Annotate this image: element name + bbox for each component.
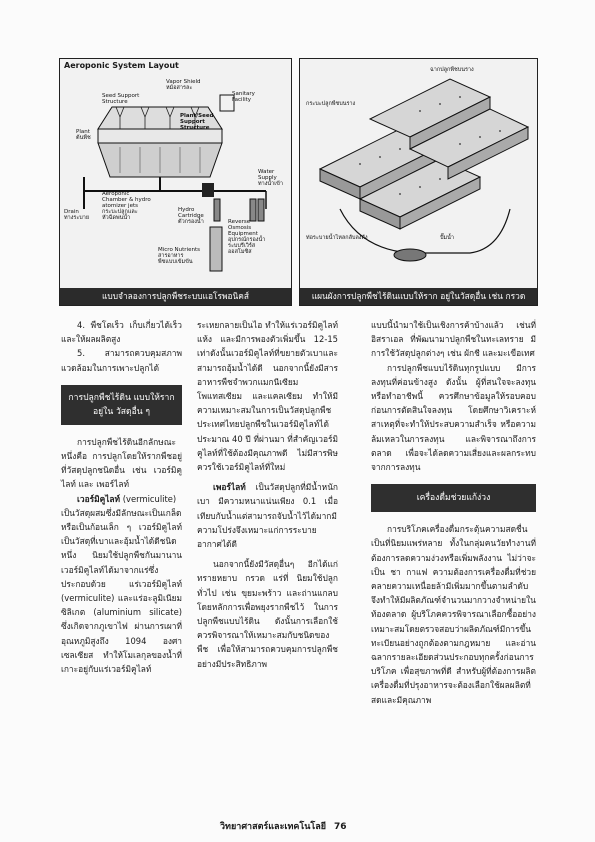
paragraph: การปลูกพืชไร้ดินอีกลักษณะหนึ่งคือ การปลูกโดยให้รากพืชอยู่ที่วัสดุปลูกชนิดอื่น เช่น เวอร์มิคูไลท์ และ เพอร์ไลท์ (61, 436, 182, 490)
paragraph: นอกจากนี้ยังมีวัสดุอื่นๆ อีกได้แก่ ทรายหยาบ กรวด แร่ที่ นิยมใช้ปลูกทั่วไป เช่น ขุยมะพร้าว และถ่านแกลบ โดยหลักการเพื่อพยุงรากพืชไว้ ในการปลูกพืชแบบไร้ดิน ดังนั้นการเลือกใช้ควรพิจารณาให้เหมาะสมกับชนิดของพืช เพื่อให้สามารถควบคุมการปลูกพืชอย่างมีประสิทธิภาพ (197, 559, 338, 669)
column-3 (371, 318, 536, 707)
label-water-supply: Water Supply ทางน้ำเข้า (258, 169, 283, 187)
paragraph: แบบนี้นำมาใช้เป็นเชิงการค้าบ้างแล้ว เช่นที่อิสราเอล ที่พัฒนามาปลูกพืชในทะเลทราย มีการใช้วัสดุปลูกต่างๆ เช่น ผักชี และมะเขือเทศ (371, 320, 536, 359)
column-1 (61, 318, 182, 676)
label-seed-support: Seed Support Structure (102, 93, 140, 105)
section-heading: เครื่องดื่มช่วยแก้ง่วง (371, 484, 536, 512)
paragraph-vermiculite (61, 492, 182, 506)
label-micro-nutrients: Micro Nutrients สารอาหาร พืชแบบเข้มข้น (158, 247, 200, 265)
column-2 (197, 318, 338, 671)
page-footer (220, 819, 347, 833)
figure-caption-left: แบบจำลองการปลูกพืชระบบแอโรพอนิคส์ (60, 288, 291, 305)
paragraph: 5. สามารถควบคุมสภาพแวดล้อมในการเพาะปลูกได้ (61, 348, 182, 373)
paragraph: เป็นวัสดุผสมซึ่งมีลักษณะเป็นเกล็ดหรือเป็นก้อนเล็ก ๆ เวอร์มิคูไลท์เป็นวัสดุที่เบาและอุ้มน้ำได้ดีชนิดหนึ่ง นิยมใช้ปลูกพืชกันมานาน เวอร์มิคูไลท์ได้มาจากแร่ซึ่งประกอบด้วย แร่เวอร์มิคูไลท์ (vermiculite) และแร่อะลูมิเนียมซิลิเกต (aluminium silicate) ซึ่งเกิดจากภูเขาไฟ ผ่านการเผาที่อุณหภูมิสูงถึง 1094 องศาเซลเซียส ทำให้โมเลกุลของน้ำที่เกาะอยู่กับแร่เวอร์มิคูไลท์ (61, 507, 182, 675)
gravel-system-figure (299, 58, 538, 306)
label-chamber: Aeroponic Chamber & hydro atomizer jets กระบะปลูกและ หัวฉีดพ่นน้ำ (102, 191, 151, 221)
figure-caption-right: แผนผังการปลูกพืชไร้ดินแบบให้ราก อยู่ในวัสดุอื่น เช่น กรวด (300, 288, 537, 305)
label-plant-seed-support: Plant/Seed Support Structure (180, 113, 214, 131)
term-perlite: เพอร์ไลท์ (213, 482, 246, 493)
label-plant: Plant ต้นพืช (76, 129, 91, 141)
paragraph: การบริโภคเครื่องดื่มกระตุ้นความสดชื่นเป็นที่นิยมแพร่หลาย ทั้งในกลุ่มคนวัยทำงานที่ต้องการลดความง่วงหรือเพิ่มพลังงาน ไม่ว่าจะเป็น ชา กาแฟ ความต้องการเครื่องดื่มที่ช่วยคลายความเหนื่อยล้ามีเพิ่มมากขึ้นตามลำดับ จึงทำให้มีผลิตภัณฑ์จำนวนมากวางจำหน่ายในท้องตลาด ผู้บริโภคควรพิจารณาเลือกซื้ออย่างเหมาะสมโดยตรวจสอบว่าผลิตภัณฑ์มีการขึ้นทะเบียนอย่างถูกต้องตามกฎหมาย และอ่านฉลากรายละเอียดส่วนประกอบทุกครั้งก่อนการบริโภค เพื่อสุขภาพที่ดี สำหรับผู้ที่ต้องการผลิตเครื่องดื่มที่ปรุงอาหารจะต้องเลือกใช้ผลผลิตที่สดและมีคุณภาพ (371, 524, 536, 705)
term-vermiculite: เวอร์มิคูไลท์ (77, 493, 121, 504)
label-trough: กระบะปลูกพืชบนราง (306, 101, 356, 107)
label-drain: Drain ทางระบาย (64, 209, 90, 221)
paragraph: ระเหยกลายเป็นไอ ทำให้แร่เวอร์มิคูไลท์แห้ง และมีการพองตัวเพิ่มขึ้น 12-15 เท่าดังนั้นเวอร์มิคูไลท์ที่ขยายตัวเบาและสามารถอุ้มน้ำได้ดี นอกจากนี้ยังมีสารอาหารพืชจำพวกแมกนีเซียม โพแทสเซียม และแคลเซียม ทำให้มีความเหมาะสมในการเป็นวัสดุปลูกพืช ประเทศไทยปลูกพืชในเวอร์มิคูไลท์ได้ประมาณ 40 ปี ที่ผ่านมา ที่สำคัญเวอร์มิคูไลท์ที่ใช้ต้องมีคุณภาพดี ไม่มีสารพิษ ควรใช้เวอร์มิคูไลท์ที่ใหม่ (197, 320, 338, 473)
figure-title: Aeroponic System Layout (64, 61, 179, 70)
term-vermiculite-en: (vermiculite) (122, 493, 177, 504)
paragraph: 4. พืชโตเร็ว เก็บเกี่ยวได้เร็ว และให้ผลผลิตสูง (61, 320, 182, 345)
paragraph: การปลูกพืชแบบไร้ดินทุกรูปแบบ มีการลงทุนที่ค่อนข้างสูง ดังนั้น ผู้ที่สนใจจะลงทุนหรือทำอาชีพนี้ ควรศึกษาข้อมูลให้รอบคอบก่อนการตัดสินใจลงทุน โดยศึกษาวิเคราะห์สาเหตุที่จะทำให้ประสบความสำเร็จ หรือความล้มเหลวในการลงทุน และพิจารณาถึงการตลาด เพื่อจะได้ลดความเสี่ยงและผลกระทบจากการลงทุน (371, 362, 536, 473)
label-return-pipe: ท่อระบายน้ำไหลกลับลงถัง (306, 235, 368, 241)
label-sanitary: Sanitary Facility (232, 91, 255, 103)
label-top-rail: ฉากปลูกพืชบนราง (430, 67, 474, 73)
page-number: 76 (334, 822, 347, 832)
aeroponic-figure (59, 58, 292, 306)
trough-diagram (300, 59, 537, 287)
section-heading: การปลูกพืชไร้ดิน แบบให้รากอยู่ใน วัสดุอื่น ๆ (61, 385, 182, 425)
label-hydro-cartridge: Hydro Cartridge ตัวกรองน้ำ (178, 207, 204, 225)
label-reverse-osmosis: Reverse Osmosis Equipment อุปกรณ์กรองน้ำ ระบบรีเวิร์ส ออสโมซิส (228, 219, 266, 255)
label-pump: ปั๊มน้ำ (440, 235, 454, 241)
paragraph-perlite (197, 480, 338, 551)
perlite-text: เป็นวัสดุปลูกที่มีน้ำหนักเบา มีความหนาแน่นเพียง 0.1 เมื่อเทียบกับน้ำแต่สามารถจับน้ำไว้ได้มากมีความโปร่งจึงเหมาะแก่การระบายอากาศได้ดี (197, 482, 338, 550)
label-vapor-shield: Vapor Shield หม้อสารละ (166, 79, 201, 91)
journal-name: วิทยาศาสตร์และเทคโนโลยี (220, 822, 327, 832)
